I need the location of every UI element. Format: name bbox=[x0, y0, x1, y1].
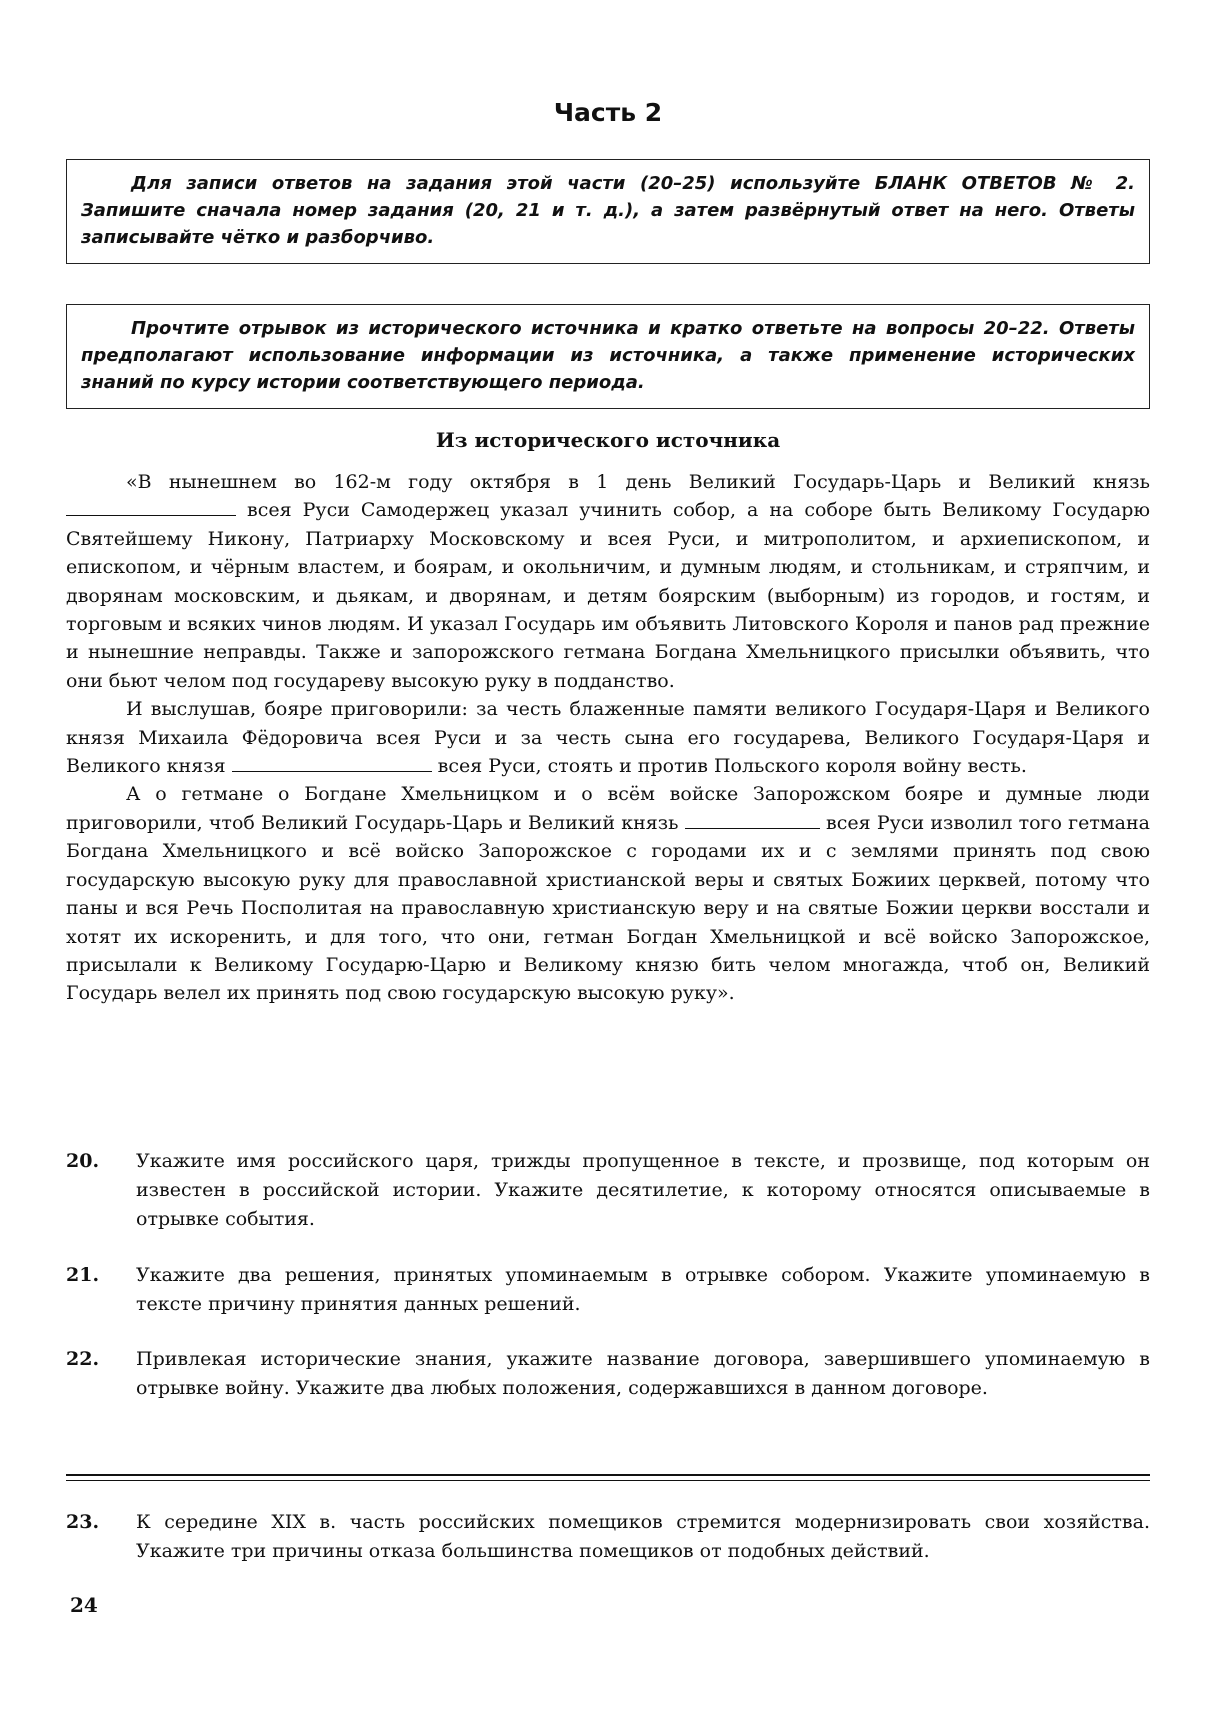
question-number: 21. bbox=[66, 1264, 100, 1286]
question-text: К середине XIX в. часть российских помещиков стремится модернизировать свои хозяйства. Укажите три причины отказа большинства помещиков от подобных действий. bbox=[136, 1511, 1150, 1562]
question-21 bbox=[66, 1261, 1150, 1319]
source-paragraph-3 bbox=[66, 780, 1150, 1007]
question-20 bbox=[66, 1147, 1150, 1234]
source-p1-rest: всея Руси Самодержец указал учинить собор, а на соборе быть Великому Государю Святейшему Никону, Патриарху Московскому и всея Руси, и митрополитом, и архиепископом, и епископом, и чёрным властем, и боярам, и окольничим, и думным людям, и стольникам, и стряпчим, и дворянам московским, и дьякам, и дворянам, и детям боярским (выборным) из городов, и гостям, и торговым и всяких чинов людям. И указал Государь им объявить Литовского Короля и панов рад прежние и нынешние неправды. Также и запорожского гетмана Богдана Хмельницкого присылки объявить, что они бьют челом под государеву высокую руку в подданство. bbox=[66, 499, 1151, 692]
source-p1-start: «В нынешнем во 162-м году октября в 1 день Великий Государь-Царь и Великий князь bbox=[126, 471, 1150, 493]
question-number: 22. bbox=[66, 1348, 100, 1370]
name-blank-2 bbox=[232, 753, 432, 772]
reading-instruction-box: Прочтите отрывок из исторического источника и кратко ответьте на вопросы 20–22. Ответы предполагают использование информации из источника, а также применение исторических знаний по курсу истории соответствующего периода. bbox=[66, 304, 1150, 409]
source-paragraph-2 bbox=[66, 695, 1150, 780]
source-paragraph-1 bbox=[66, 468, 1150, 695]
question-22 bbox=[66, 1345, 1150, 1403]
source-p3-start: А о гетмане о Богдане Хмельницком и о всём войске Запорожском бояре и думные люди приговорили, чтоб Великий Государь-Царь и Великий князь bbox=[66, 783, 1150, 834]
source-p3-rest: всея Руси изволил того гетмана Богдана Хмельницкого и всё войско Запорожское с городами их и с землями принять под свою государскую высокую руку для православной христианской веры и святых Божиих церквей, потому что паны и вся Речь Посполитая на православную христианскую веру и на святые Божии церкви восстали и хотят их искоренить, и для того, что они, гетман Богдан Хмельницкой и всё войско Запорожское, присылали к Великому Государю-Царю и Великому князю бить челом многажда, чтоб он, Великий Государь велел их принять под свою государскую высокую руку». bbox=[66, 811, 1150, 1005]
question-text: Укажите два решения, принятых упоминаемым в отрывке собором. Укажите упоминаемую в тексте причину принятия данных решений. bbox=[136, 1264, 1150, 1315]
name-blank-3 bbox=[685, 810, 820, 829]
section-divider bbox=[66, 1474, 1150, 1481]
question-23 bbox=[66, 1508, 1150, 1566]
question-text: Привлекая исторические знания, укажите название договора, завершившего упоминаемую в отрывке войну. Укажите два любых положения, содержавшихся в данном договоре. bbox=[136, 1348, 1150, 1399]
instruction-box: Для записи ответов на задания этой части (20–25) используйте БЛАНК ОТВЕТОВ № 2. Запишите сначала номер задания (20, 21 и т. д.), а затем развёрнутый ответ на него. Ответы записывайте чётко и разборчиво. bbox=[66, 159, 1150, 264]
part-title: Часть 2 bbox=[553, 98, 663, 127]
source-excerpt bbox=[66, 468, 1150, 1008]
question-number: 23. bbox=[66, 1511, 100, 1533]
question-text: Укажите имя российского царя, трижды пропущенное в тексте, и прозвище, под которым он известен в российской истории. Укажите десятилетие, к которому относятся описываемые в отрывке события. bbox=[136, 1150, 1150, 1230]
name-blank-1 bbox=[66, 497, 236, 516]
question-number: 20. bbox=[66, 1150, 100, 1172]
source-p2-rest: всея Руси, стоять и против Польского короля войну весть. bbox=[437, 755, 1027, 778]
source-title: Из исторического источника bbox=[435, 428, 781, 452]
page-number: 24 bbox=[70, 1593, 98, 1617]
source-p2-start: И выслушав, бояре приговорили: за честь блаженные памяти великого Государя-Царя и Великого князя Михаила Фёдоровича всея Руси и за честь сына его государева, Великого Государя-Царя и Великого князя bbox=[66, 698, 1150, 778]
